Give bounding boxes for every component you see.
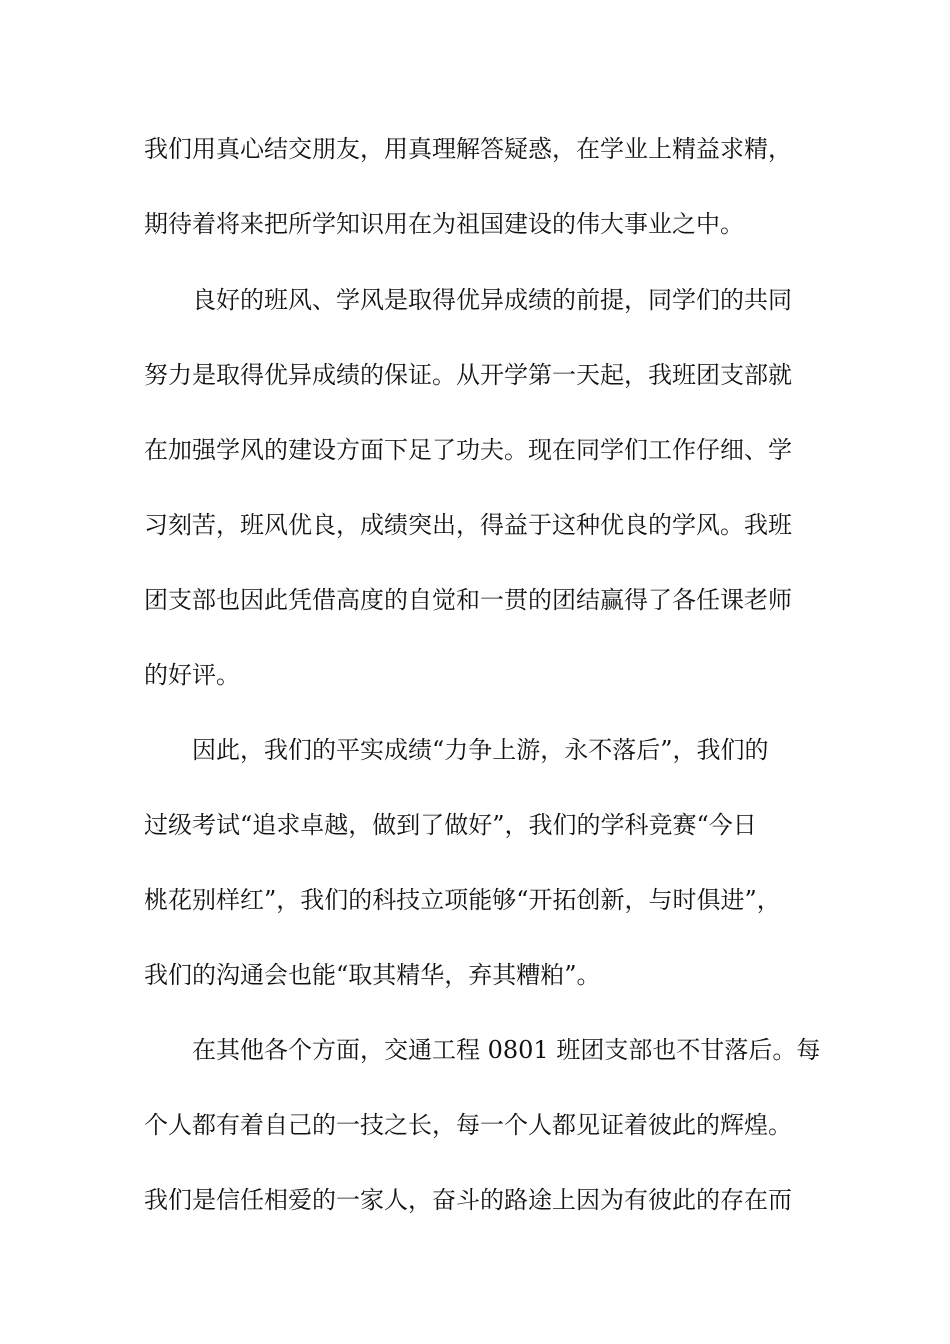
text-line-2: 期待着将来把所学知识用在为祖国建设的伟大事业之中。 [144,210,744,238]
text-line-3: 良好的班风、学风是取得优异成绩的前提，同学们的共同 [144,286,792,314]
text-line-1: 我们用真心结交朋友，用真理解答疑惑，在学业上精益求精， [144,135,792,163]
text-line-13: 在其他各个方面，交通工程 0801 班团支部也不甘落后。每 [144,1036,821,1064]
text-line-4: 努力是取得优异成绩的保证。从开学第一天起，我班团支部就 [144,361,792,389]
text-line-6: 习刻苦，班风优良，成绩突出，得益于这种优良的学风。我班 [144,511,792,539]
text-line-14: 个人都有着自己的一技之长，每一个人都见证着彼此的辉煌。 [144,1111,792,1139]
text-line-8: 的好评。 [144,661,240,689]
text-line-5: 在加强学风的建设方面下足了功夫。现在同学们工作仔细、学 [144,436,792,464]
text-line-9: 因此，我们的平实成绩“力争上游，永不落后”，我们的 [144,736,769,764]
text-line-15: 我们是信任相爱的一家人，奋斗的路途上因为有彼此的存在而 [144,1186,792,1214]
text-line-11: 桃花别样红”，我们的科技立项能够“开拓创新，与时俱进”， [144,886,781,914]
text-line-12: 我们的沟通会也能“取其精华，弃其糟粕”。 [144,961,601,989]
text-line-7: 团支部也因此凭借高度的自觉和一贯的团结赢得了各任课老师 [144,586,792,614]
text-line-10: 过级考试“追求卓越，做到了做好”，我们的学科竞赛“今日 [144,811,757,839]
